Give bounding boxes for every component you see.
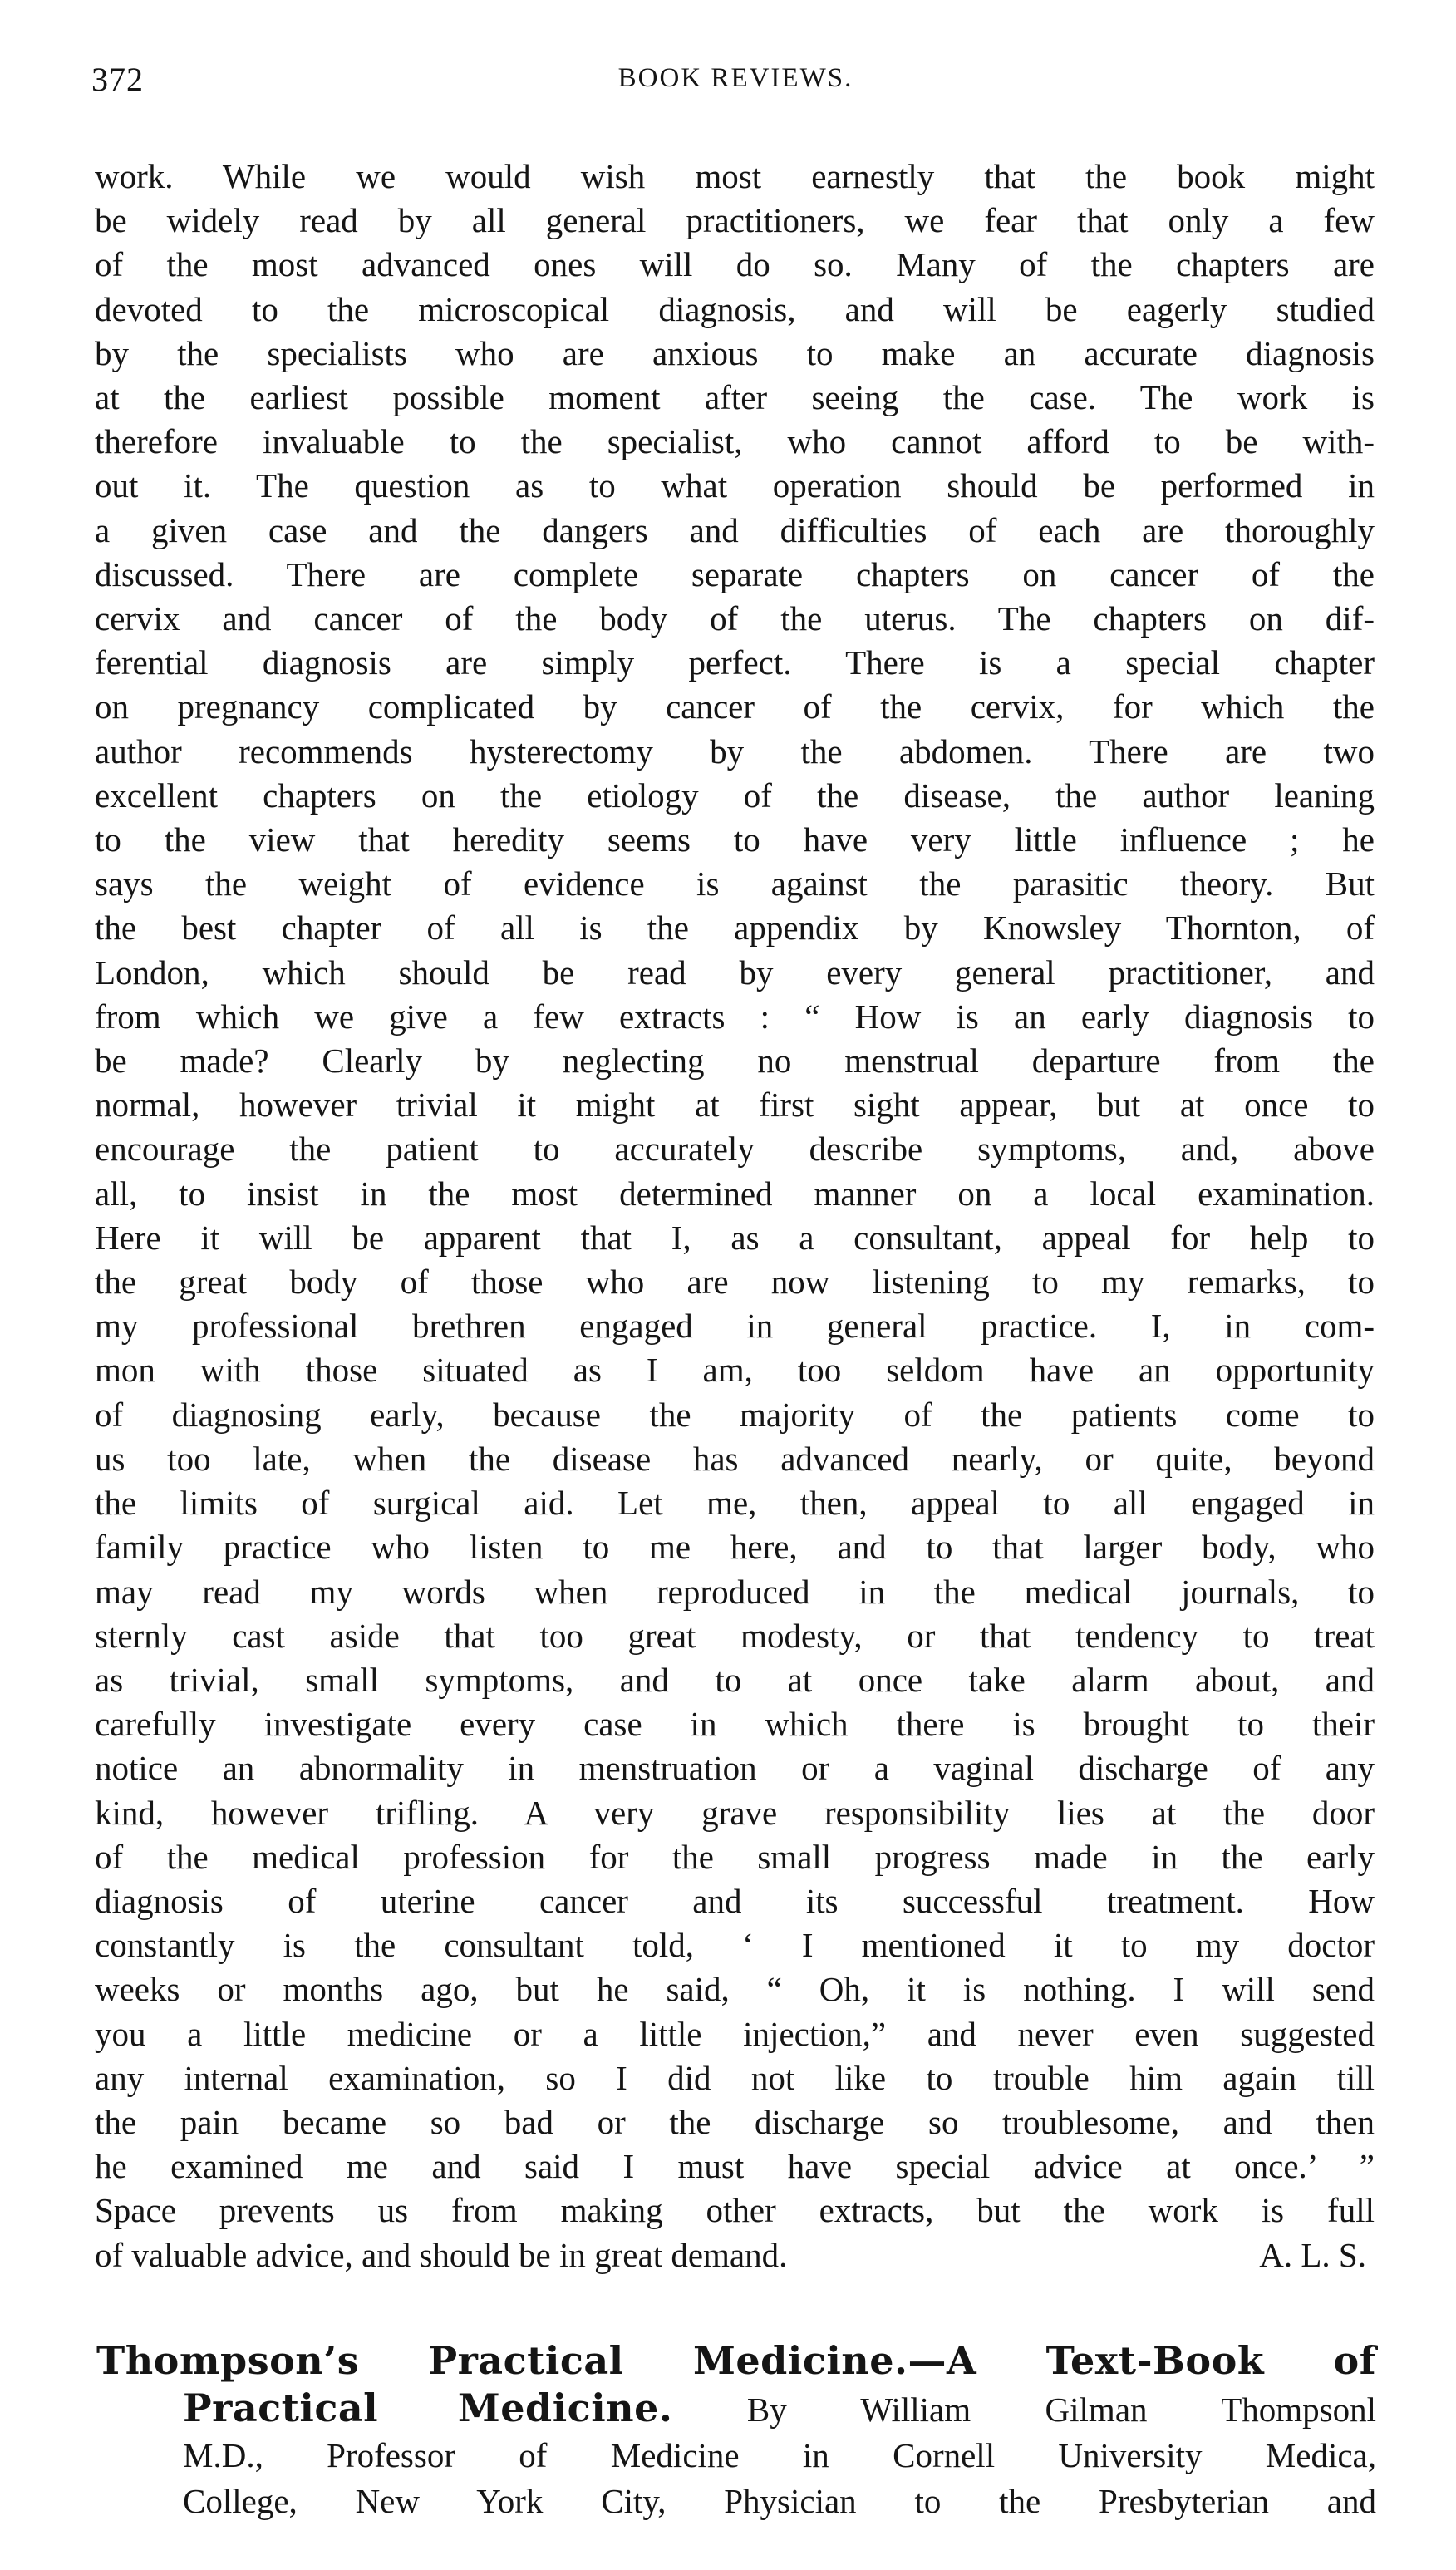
text-line: work. While we would wish most earnestly that the book might [95,157,1375,195]
text-line: Here it will be apparent that I, as a consultant, appeal for help to [95,1218,1375,1257]
text-line: therefore invaluable to the specialist, who cannot afford to be with- [95,422,1375,461]
text-line: all, to insist in the most determined manner on a local examination. [95,1174,1375,1213]
review-title-line [96,2338,1376,2385]
text-line: discussed. There are complete separate chapters on cancer of the [95,554,1375,593]
page-number: 372 [91,61,144,98]
text-line: notice an abnormality in menstruation or a vaginal discharge of any [95,1749,1375,1788]
review-title-line-2 [96,2385,1376,2433]
text-line: cervix and cancer of the body of the uterus. The chapters on dif- [95,599,1375,638]
text-line: my professional brethren engaged in general practice. I, in com- [95,1307,1375,1346]
text-line: family practice who listen to me here, and to that larger body, who [95,1528,1375,1567]
text-line: on pregnancy complicated by cancer of the cervix, for which the [95,687,1375,726]
text-line: to the view that heredity seems to have very little influence ; he [95,820,1375,859]
text-line: any internal examination, so I did not like to trouble him again till [95,2058,1375,2097]
review-author-credentials: M.D., Professor of Medicine in Cornell University Medica, [183,2436,1376,2474]
text-line: the limits of surgical aid. Let me, then, appeal to all engaged in [95,1484,1375,1523]
text-line: the pain became so bad or the discharge so troublesome, and then [95,2102,1375,2141]
text-line: says the weight of evidence is against the parasitic theory. But [95,864,1375,903]
review-title-continued: Practical Medicine. [183,2385,673,2430]
next-review-heading [96,2338,1376,2524]
text-line: constantly is the consultant told, ‘ I mentioned it to my doctor [95,1926,1375,1965]
text-line: by the specialists who are anxious to make an accurate diagnosis [95,333,1375,372]
text-line: carefully investigate every case in which there is brought to their [95,1705,1375,1744]
text-line: diagnosis of uterine cancer and its successful treatment. How [95,1881,1375,1920]
running-head: BOOK REVIEWS. [617,63,853,93]
text-line: a given case and the dangers and difficulties of each are thoroughly [95,510,1375,549]
review-author-affiliation: College, New York City, Physician to the Presbyterian and [183,2482,1376,2520]
text-line: the best chapter of all is the appendix by Knowsley Thornton, of [95,908,1375,948]
text-line-final [95,2233,1375,2277]
text-line: be made? Clearly by neglecting no menstrual departure from the [95,1041,1375,1081]
text-line: excellent chapters on the etiology of the disease, the author leaning [95,775,1375,815]
text-line: devoted to the microscopical diagnosis, and will be eagerly studied [95,289,1375,328]
review-body-text [95,155,1375,2277]
page-header [91,60,1380,110]
text-line: encourage the patient to accurately describe symptoms, and, above [95,1130,1375,1169]
text-line: you a little medicine or a little injection,” and never even suggested [95,2014,1375,2053]
text-line: as trivial, small symptoms, and to at once take alarm about, and [95,1660,1375,1699]
review-title: Thompson’s Practical Medicine.—A Text-Book of [96,2338,1376,2383]
text-line: kind, however trifling. A very grave responsibility lies at the door [95,1793,1375,1832]
text-line: Space prevents us from making other extracts, but the work is full [95,2191,1375,2230]
text-line: may read my words when reproduced in the medical journals, to [95,1572,1375,1611]
text-line: weeks or months ago, but he said, “ Oh, it is nothing. I will send [95,1970,1375,2009]
text-line: at the earliest possible moment after seeing the case. The work is [95,378,1375,417]
text-line: of diagnosing early, because the majority of the patients come to [95,1395,1375,1434]
text-line: out it. The question as to what operation should be performed in [95,466,1375,505]
text-line: mon with those situated as I am, too seldom have an opportunity [95,1351,1375,1390]
text-line: us too late, when the disease has advanced nearly, or quite, beyond [95,1439,1375,1478]
text-line: he examined me and said I must have special advice at once.’ ” [95,2147,1375,2186]
text-line: normal, however trivial it might at first sight appear, but at once to [95,1086,1375,1125]
review-byline: By William Gilman Thompsonl [746,2390,1377,2429]
text-line: ferential diagnosis are simply perfect. There is a special chapter [95,643,1375,682]
final-sentence: of valuable advice, and should be in great demand. [95,2235,788,2274]
text-line: be widely read by all general practitioners, we fear that only a few [95,201,1375,240]
text-line: sternly cast aside that too great modesty, or that tendency to treat [95,1616,1375,1655]
reviewer-signature: A. L. S. [1259,2235,1366,2274]
text-line: the great body of those who are now listening to my remarks, to [95,1263,1375,1302]
text-line: of the most advanced ones will do so. Many of the chapters are [95,245,1375,284]
text-line: from which we give a few extracts : “ How is an early diagnosis to [95,997,1375,1036]
text-line: author recommends hysterectomy by the abdomen. There are two [95,731,1375,771]
text-line: London, which should be read by every general practitioner, and [95,953,1375,992]
text-line: of the medical profession for the small progress made in the early [95,1837,1375,1876]
